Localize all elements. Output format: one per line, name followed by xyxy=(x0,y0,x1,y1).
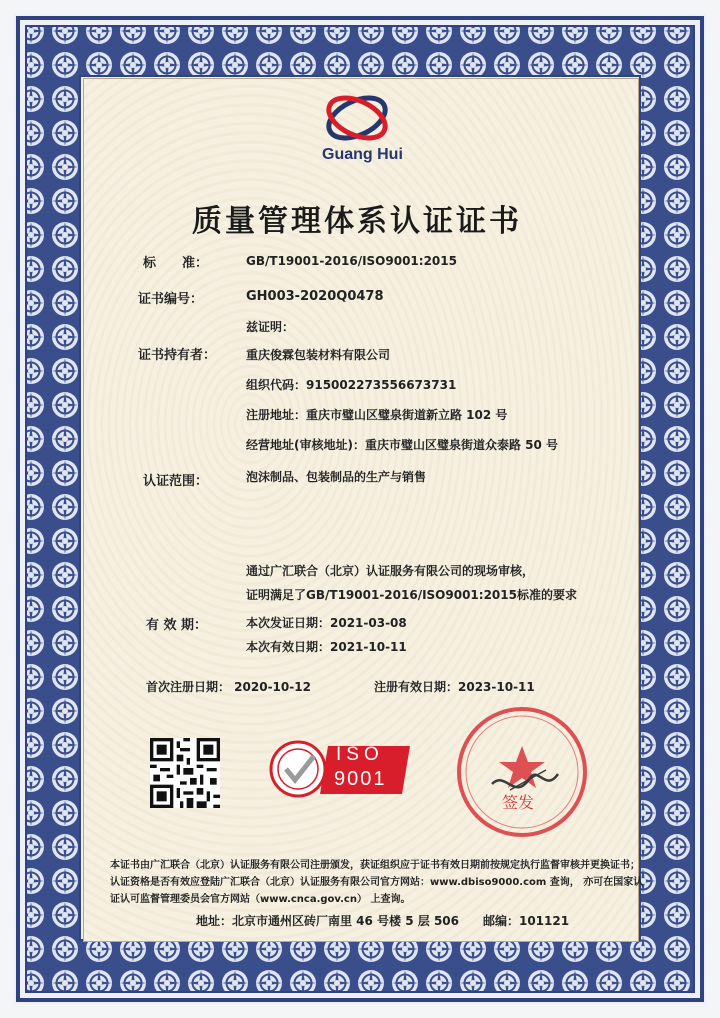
org-code: 组织代码：915002273556673731 xyxy=(246,378,457,392)
footer-note-line1: 本证书由广汇联合（北京）认证服务有限公司注册颁发，获证组织应于证书有效日期前按规定执行监督审核并更换证书； xyxy=(110,860,640,871)
statement-line2: 证明满足了GB/T19001-2016/ISO9001:2015标准的要求 xyxy=(246,588,577,602)
hereby-text: 兹证明： xyxy=(246,320,295,334)
footer-note-line2: 认证资格是否有效应登陆广汇联合（北京）认证服务有限公司官方网站：www.dbiso9000.com 查询， 亦可在国家认 xyxy=(110,877,644,888)
validity-label: 有 效 期： xyxy=(146,618,208,633)
standard-label: 标 准： xyxy=(143,256,209,271)
official-seal-icon xyxy=(454,704,590,840)
holder-name: 重庆俊霖包装材料有限公司 xyxy=(246,348,391,362)
logo-text: Guang Hui xyxy=(322,146,403,163)
reg-address: 注册地址：重庆市璧山区璧泉街道新立路 102 号 xyxy=(246,408,508,422)
scope-value: 泡沫制品、包装制品的生产与销售 xyxy=(246,470,427,484)
statement-line1: 通过广汇联合（北京）认证服务有限公司的现场审核， xyxy=(246,564,535,578)
registration-valid-date: 注册有效日期：2023-10-11 xyxy=(374,680,535,694)
seal-sign-text: 签发 xyxy=(502,793,535,812)
footer-address: 地址：北京市通州区砖厂南里 46 号楼 5 层 506 邮编：101121 xyxy=(196,914,570,928)
footer-note-line3: 证认可监督管理委员会官方网站（www.cnca.gov.cn） 上查询。 xyxy=(110,894,411,905)
issue-date: 本次发证日期：2021-03-08 xyxy=(246,616,407,630)
standard-value: GB/T19001-2016/ISO9001:2015 xyxy=(246,254,457,268)
expiry-date: 本次有效日期：2021-10-11 xyxy=(246,640,407,654)
page-title: 质量管理体系认证证书 xyxy=(192,204,522,239)
scope-label: 认证范围： xyxy=(143,474,209,489)
holder-label: 证书持有者： xyxy=(138,348,217,363)
qr-code-icon xyxy=(150,738,220,808)
cert-no-value: GH003-2020Q0478 xyxy=(246,289,384,304)
cert-no-label: 证书编号： xyxy=(138,292,204,307)
op-address: 经营地址(审核地址)：重庆市璧山区璧泉街道众泰路 50 号 xyxy=(246,438,559,452)
iso-badge-top: ISO xyxy=(336,744,384,765)
first-registration-date: 首次注册日期： 2020-10-12 xyxy=(146,680,311,694)
guanghui-logo-icon xyxy=(322,92,392,144)
iso-badge-bottom: 9001 xyxy=(334,768,387,790)
